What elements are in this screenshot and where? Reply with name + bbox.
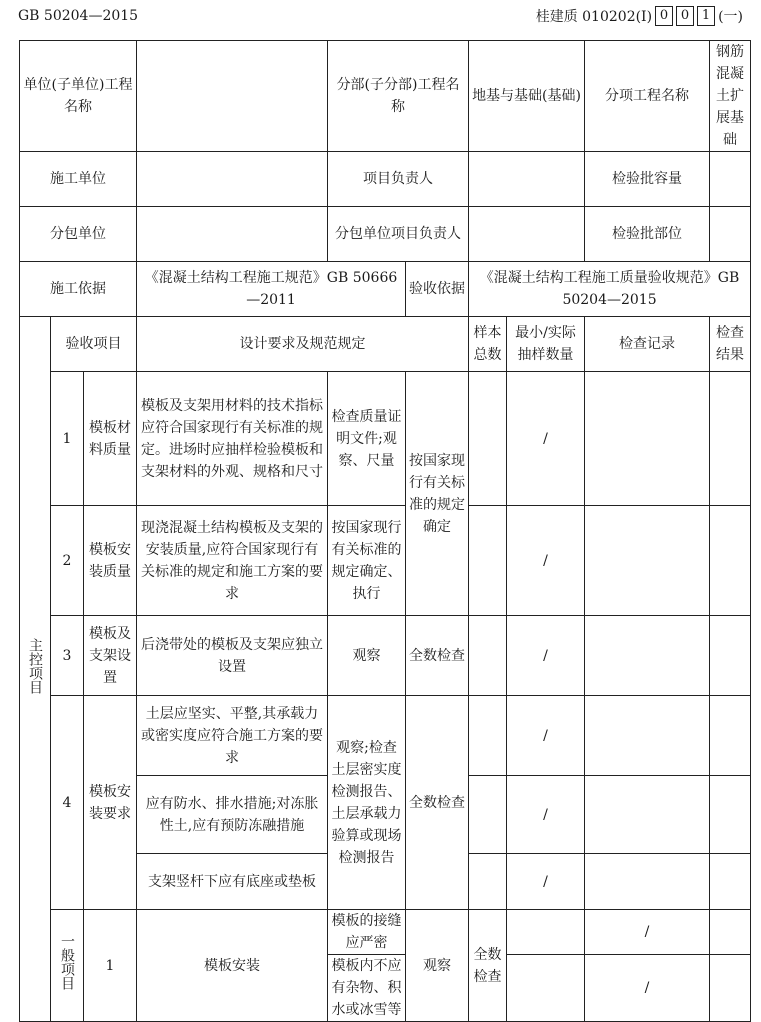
main-item-4-sub-3-min-actual[interactable]: / <box>507 854 585 910</box>
contractor-value[interactable] <box>137 152 328 207</box>
main-item-3-method: 观察 <box>328 616 406 696</box>
manager-label: 项目负责人 <box>328 152 469 207</box>
main-items-1-2-sampling: 按国家现行有关标准的规定确定 <box>406 372 469 616</box>
form-box-1[interactable]: 0 <box>655 6 673 26</box>
main-item-4-sub-2-result[interactable] <box>710 776 751 854</box>
general-item-1-sub-2-record[interactable] <box>710 955 751 1022</box>
main-item-2-requirement: 现浇混凝土结构模板及支架的安装质量,应符合国家现行有关标准的规定和施工方案的要求 <box>137 506 328 616</box>
main-item-4-sub-1-sample-total[interactable] <box>469 696 507 776</box>
main-item-1-name: 模板材料质量 <box>84 372 137 506</box>
general-item-1-sub-1-min-actual[interactable]: / <box>585 910 710 955</box>
main-item-1-sample-total[interactable] <box>469 372 507 506</box>
main-item-4-sub-3-requirement: 支架竖杆下应有底座或垫板 <box>137 854 328 910</box>
location-value[interactable] <box>710 207 751 262</box>
main-control-label <box>20 317 51 1022</box>
main-item-3-no: 3 <box>51 616 84 696</box>
col-min-actual: 最小/实际抽样数量 <box>507 317 585 372</box>
main-item-1-result[interactable] <box>710 372 751 506</box>
basis-label: 施工依据 <box>20 262 137 317</box>
main-item-4-sub-1-record[interactable] <box>585 696 710 776</box>
main-item-4-sub-1-requirement: 土层应坚实、平整,其承载力或密实度应符合施工方案的要求 <box>137 696 328 776</box>
form-box-3[interactable]: 1 <box>697 6 715 26</box>
general-item-1-sub-2-requirement: 模板内不应有杂物、积水或冰雪等 <box>328 955 406 1022</box>
main-item-3-sampling: 全数检查 <box>406 616 469 696</box>
main-item-1-method: 检查质量证明文件;观察、尺量 <box>328 372 406 506</box>
main-item-2-result[interactable] <box>710 506 751 616</box>
main-item-3-requirement: 后浇带处的模板及支架应独立设置 <box>137 616 328 696</box>
main-item-4-sub-2-record[interactable] <box>585 776 710 854</box>
subcontractor-value[interactable] <box>137 207 328 262</box>
general-item-1-no: 1 <box>84 910 137 1022</box>
main-item-2-record[interactable] <box>585 506 710 616</box>
division-label: 分部(子分部)工程名称 <box>328 41 469 152</box>
capacity-value[interactable] <box>710 152 751 207</box>
form-suffix: (一) <box>718 9 743 25</box>
general-item-1-sub-2-min-actual[interactable]: / <box>585 955 710 1022</box>
main-item-3-result[interactable] <box>710 616 751 696</box>
main-control-text: 主控项目 <box>27 637 43 694</box>
general-label <box>51 910 84 1022</box>
main-item-1-requirement: 模板及支架用材料的技术指标应符合国家现行有关标准的规定。进场时应抽样检验模板和支架材料的外观、规格和尺寸 <box>137 372 328 506</box>
col-result: 检查结果 <box>710 317 751 372</box>
col-sample-total: 样本总数 <box>469 317 507 372</box>
col-requirement: 设计要求及规范规定 <box>137 317 469 372</box>
general-item-1-method: 观察 <box>406 910 469 1022</box>
subcontractor-label: 分包单位 <box>20 207 137 262</box>
main-item-4-no: 4 <box>51 696 84 910</box>
general-item-1-sampling: 全数检查 <box>469 910 507 1022</box>
main-item-2-min-actual[interactable]: / <box>507 506 585 616</box>
main-item-4-method: 观察;检查土层密实度检测报告、土层承载力验算或现场检测报告 <box>328 696 406 910</box>
sub-manager-label: 分包单位项目负责人 <box>328 207 469 262</box>
main-item-2-method: 按国家现行有关标准的规定确定、执行 <box>328 506 406 616</box>
location-label: 检验批部位 <box>585 207 710 262</box>
form-prefix: 桂建质 010202(Ⅰ) <box>535 9 653 25</box>
main-item-3-name: 模板及支架设置 <box>84 616 137 696</box>
unit-name-label: 单位(子单位)工程名称 <box>20 41 137 152</box>
subitem-label: 分项工程名称 <box>585 41 710 152</box>
acceptance-label: 验收依据 <box>406 262 469 317</box>
division-value: 地基与基础(基础) <box>469 41 585 152</box>
main-item-4-name: 模板安装要求 <box>84 696 137 910</box>
main-item-3-sample-total[interactable] <box>469 616 507 696</box>
general-item-1-name: 模板安装 <box>137 910 328 1022</box>
main-item-4-sub-3-sample-total[interactable] <box>469 854 507 910</box>
general-item-1-sub-1-sample-total[interactable] <box>507 910 585 955</box>
main-item-3-record[interactable] <box>585 616 710 696</box>
main-item-4-sub-1-result[interactable] <box>710 696 751 776</box>
general-item-1-sub-1-record[interactable] <box>710 910 751 955</box>
capacity-label: 检验批容量 <box>585 152 710 207</box>
standard-code: GB 50204—2015 <box>18 8 139 24</box>
col-record: 检查记录 <box>585 317 710 372</box>
main-item-3-min-actual[interactable]: / <box>507 616 585 696</box>
subitem-value: 钢筋混凝土扩展基础 <box>710 41 751 152</box>
main-item-1-record[interactable] <box>585 372 710 506</box>
form-box-2[interactable]: 0 <box>676 6 694 26</box>
main-item-4-sub-2-sample-total[interactable] <box>469 776 507 854</box>
sub-manager-value[interactable] <box>469 207 585 262</box>
general-item-1-sub-1-requirement: 模板的接缝应严密 <box>328 910 406 955</box>
main-item-2-sample-total[interactable] <box>469 506 507 616</box>
form-number <box>536 6 743 26</box>
manager-value[interactable] <box>469 152 585 207</box>
general-item-1-sub-2-sample-total[interactable] <box>507 955 585 1022</box>
main-item-4-sub-3-result[interactable] <box>710 854 751 910</box>
inspection-form <box>19 40 751 1022</box>
main-item-1-no: 1 <box>51 372 84 506</box>
general-text: 一般项目 <box>59 934 75 990</box>
main-item-4-sub-2-requirement: 应有防水、排水措施;对冻胀性土,应有预防冻融措施 <box>137 776 328 854</box>
main-item-2-name: 模板安装质量 <box>84 506 137 616</box>
col-item: 验收项目 <box>51 317 137 372</box>
acceptance-value: 《混凝土结构工程施工质量验收规范》GB 50204—2015 <box>469 262 751 317</box>
unit-name-value[interactable] <box>137 41 328 152</box>
main-item-2-no: 2 <box>51 506 84 616</box>
contractor-label: 施工单位 <box>20 152 137 207</box>
basis-value: 《混凝土结构工程施工规范》GB 50666—2011 <box>137 262 406 317</box>
main-item-4-sub-3-record[interactable] <box>585 854 710 910</box>
main-item-4-sampling: 全数检查 <box>406 696 469 910</box>
main-item-1-min-actual[interactable]: / <box>507 372 585 506</box>
main-item-4-sub-2-min-actual[interactable]: / <box>507 776 585 854</box>
main-item-4-sub-1-min-actual[interactable]: / <box>507 696 585 776</box>
